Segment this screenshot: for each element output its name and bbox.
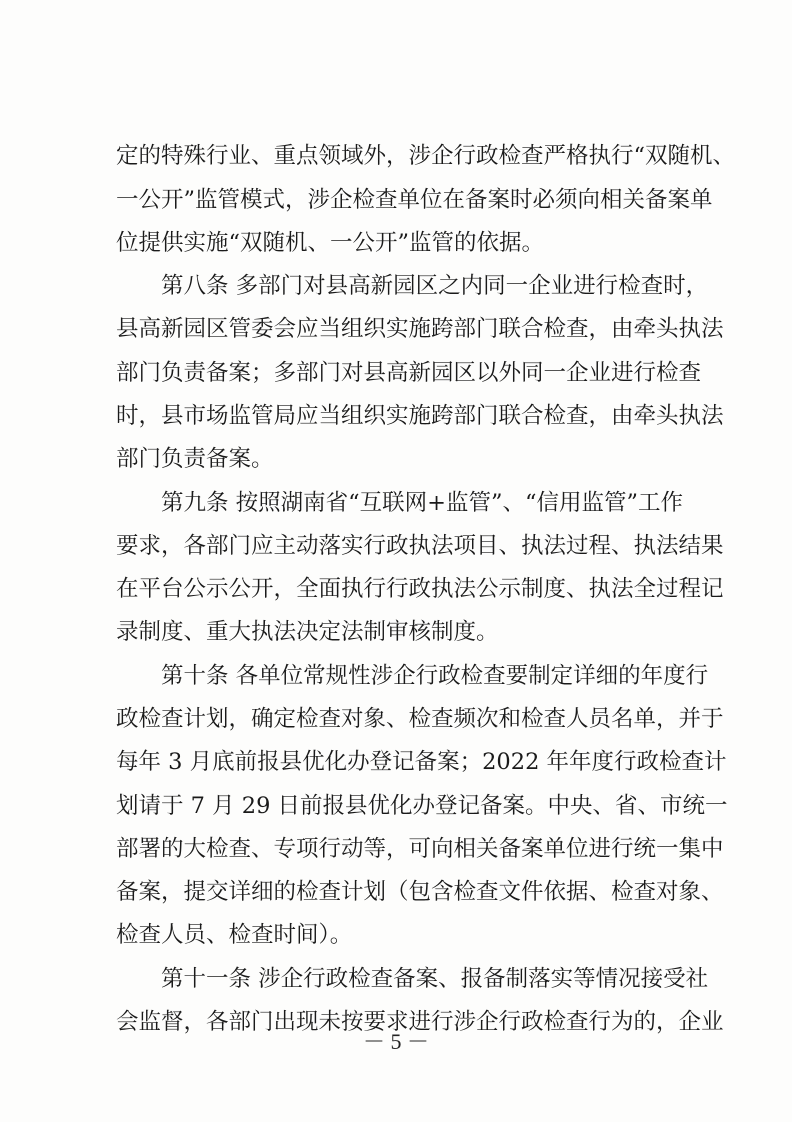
text-line: 第十一条 涉企行政检查备案、报备制落实等情况接受社 — [116, 966, 709, 992]
text-line: 时，县市场监管局应当组织实施跨部门联合检查，由牵头执法 — [116, 403, 724, 429]
text-line: 每年 3 月底前报县优化办登记备案；2022 年年度行政检查计 — [116, 749, 727, 775]
text-line: 第九条 按照湖南省“互联网+监管”、“信用监管”工作 — [116, 490, 684, 516]
text-line: 县高新园区管委会应当组织实施跨部门联合检查，由牵头执法 — [116, 316, 724, 342]
text-line: 划请于 7 月 29 日前报县优化办登记备案。中央、省、市统一 — [116, 793, 728, 819]
text-line: 会监督，各部门出现未按要求进行涉企行政检查行为的，企业 — [116, 1009, 724, 1035]
text-line: 在平台公示公开，全面执行行政执法公示制度、执法全过程记 — [116, 576, 724, 602]
page-number: － 5 － — [362, 1029, 429, 1054]
text-line: 第八条 多部门对县高新园区之内同一企业进行检查时， — [116, 273, 709, 299]
text-line: 第十条 各单位常规性涉企行政检查要制定详细的年度行 — [116, 663, 709, 689]
text-line: 部门负责备案。 — [116, 446, 274, 472]
text-line: 录制度、重大执法决定法制审核制度。 — [116, 619, 499, 645]
text-line: 一公开”监管模式，涉企检查单位在备案时必须向相关备案单 — [116, 187, 713, 213]
text-line: 政检查计划，确定检查对象、检查频次和检查人员名单，并于 — [116, 706, 724, 732]
text-line: 检查人员、检查时间）。 — [116, 922, 353, 948]
text-line: 位提供实施“双随机、一公开”监管的依据。 — [116, 230, 545, 256]
text-line: 部署的大检查、专项行动等，可向相关备案单位进行统一集中 — [116, 836, 724, 862]
text-line: 定的特殊行业、重点领域外，涉企行政检查严格执行“双随机、 — [116, 143, 736, 169]
text-line: 部门负责备案；多部门对县高新园区以外同一企业进行检查 — [116, 360, 702, 386]
text-line: 要求，各部门应主动落实行政执法项目、执法过程、执法结果 — [116, 533, 724, 559]
text-line: 备案，提交详细的检查计划（包含检查文件依据、检查对象、 — [116, 879, 724, 905]
